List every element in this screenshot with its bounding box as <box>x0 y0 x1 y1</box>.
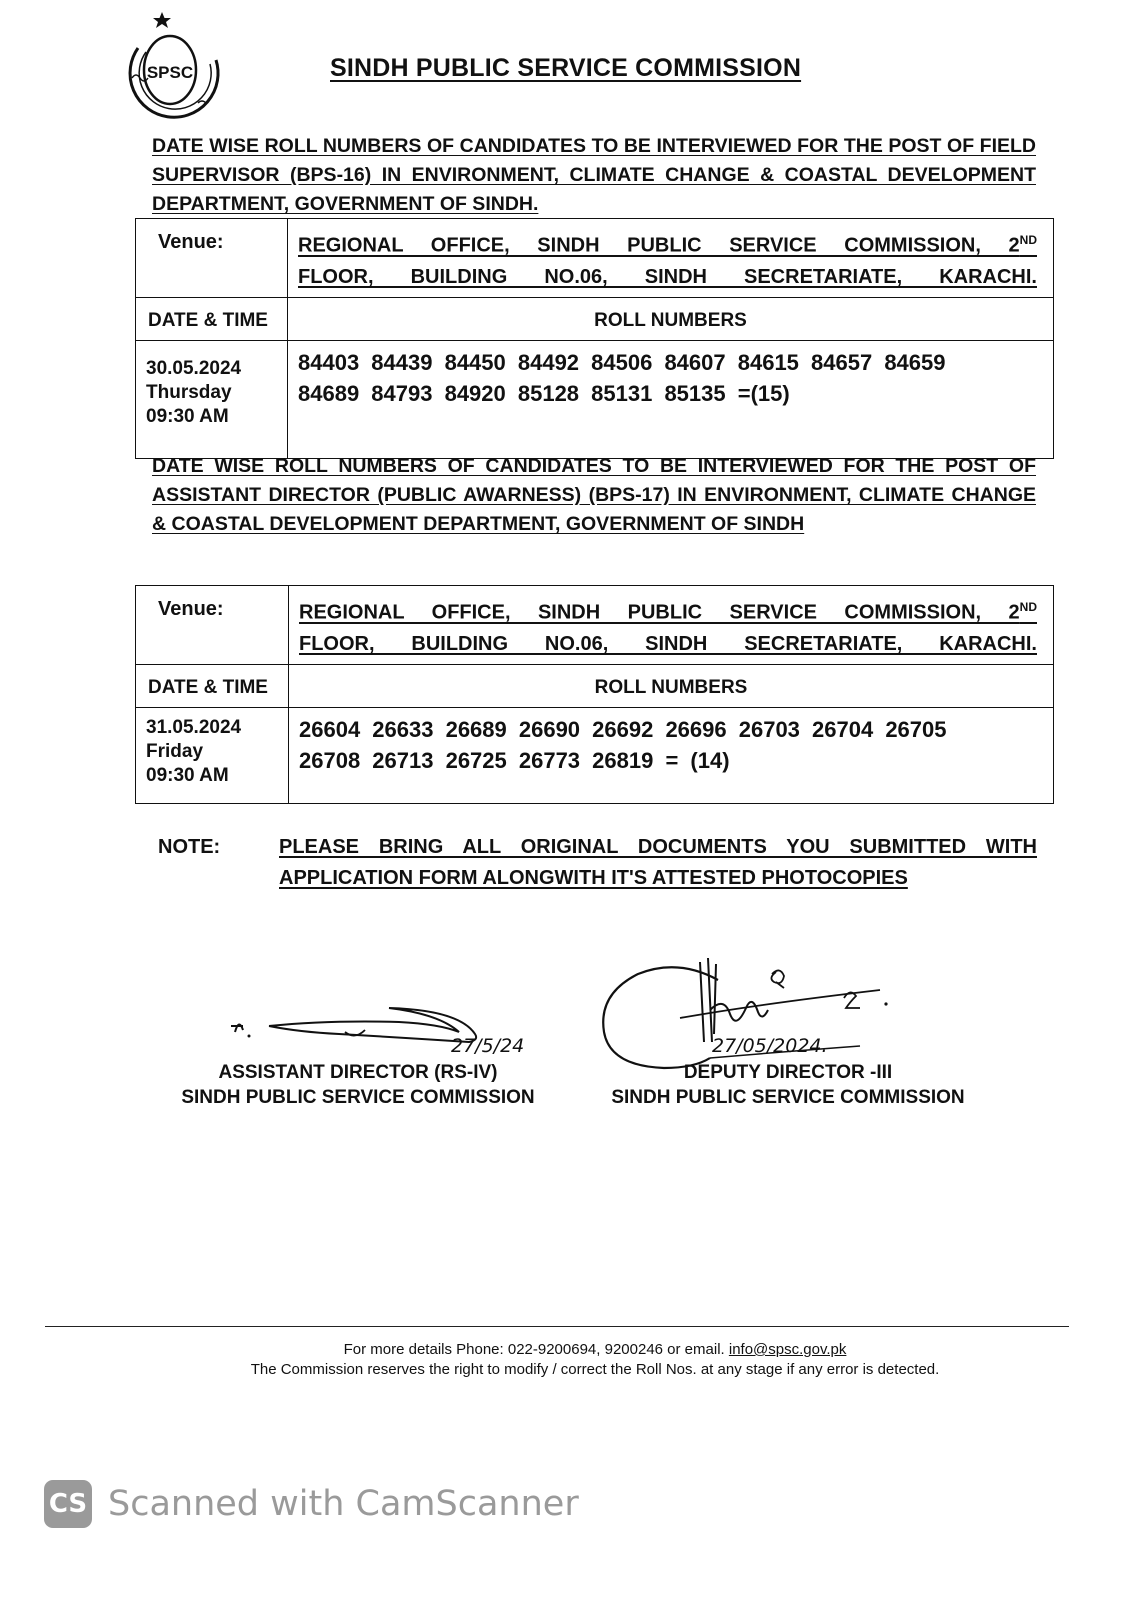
schedule-table-assistant-director <box>135 585 1054 804</box>
interview-date: 30.05.2024 <box>146 357 242 379</box>
column-header-rolls: ROLL NUMBERS <box>288 297 1054 340</box>
schedule-table-field-supervisor <box>135 218 1054 459</box>
venue-ordinal: ND <box>1019 233 1037 247</box>
signatory-right-title: DEPUTY DIRECTOR -III <box>683 1062 893 1083</box>
column-header-date: DATE & TIME <box>136 664 289 707</box>
signature-left <box>225 988 555 1058</box>
roll-numbers-cell <box>289 707 1054 803</box>
date-time-cell <box>136 707 289 803</box>
signatory-left-org: SINDH PUBLIC SERVICE COMMISSION <box>181 1087 535 1108</box>
roll-numbers-cell <box>288 340 1054 458</box>
interview-date: 31.05.2024 <box>146 716 242 738</box>
roll-numbers-line: 26708 26713 26725 26773 26819 = (14) <box>299 747 730 773</box>
roll-numbers-line: 26604 26633 26689 26690 26692 26696 26703 26704 26705 <box>299 716 947 742</box>
column-header-date: DATE & TIME <box>136 297 288 340</box>
signatory-right-org: SINDH PUBLIC SERVICE COMMISSION <box>611 1087 965 1108</box>
signatory-right <box>590 1060 986 1110</box>
footer-contact-text: For more details Phone: 022-9200694, 9200246 or email. <box>343 1341 725 1358</box>
logo-text: SPSC <box>146 63 194 82</box>
interview-day: Thursday <box>146 381 232 403</box>
section-heading-field-supervisor: DATE WISE ROLL NUMBERS OF CANDIDATES TO BE INTERVIEWED FOR THE POST OF FIELD SUPERVISOR (BPS-16) IN ENVIRONMENT, CLIMATE CHANGE & COASTAL DEVELOPMENT DEPARTMENT, GOVERNMENT OF SINDH. <box>152 135 1036 215</box>
venue-line-2: FLOOR, BUILDING NO.06, SINDH SECRETARIATE, KARACHI. <box>299 632 1037 655</box>
interview-time: 09:30 AM <box>146 764 229 786</box>
footer-disclaimer: The Commission reserves the right to modify / correct the Roll Nos. at any stage if any error is detected. <box>250 1361 940 1378</box>
date-time-cell <box>136 340 288 458</box>
venue-address <box>288 219 1054 298</box>
interview-time: 09:30 AM <box>146 405 229 427</box>
venue-address <box>289 586 1054 665</box>
column-header-rolls: ROLL NUMBERS <box>289 664 1054 707</box>
note-label: NOTE: <box>158 836 221 858</box>
note-text: PLEASE BRING ALL ORIGINAL DOCUMENTS YOU SUBMITTED WITH APPLICATION FORM ALONGWITH IT'S ATTESTED PHOTOCOPIES <box>279 836 1037 889</box>
roll-numbers-line: 84403 84439 84450 84492 84506 84607 84615 84657 84659 <box>298 349 946 375</box>
signature-left-date: 27/5/24 <box>451 1035 525 1057</box>
footer-divider <box>45 1326 1069 1327</box>
footer-email-link[interactable]: info@spsc.gov.pk <box>728 1341 847 1358</box>
signatory-left <box>160 1060 556 1110</box>
venue-line-1: REGIONAL OFFICE, SINDH PUBLIC SERVICE COMMISSION, 2 <box>299 601 1020 624</box>
interview-day: Friday <box>146 740 204 762</box>
venue-line-1: REGIONAL OFFICE, SINDH PUBLIC SERVICE COMMISSION, 2 <box>298 234 1020 257</box>
section-heading-assistant-director: DATE WISE ROLL NUMBERS OF CANDIDATES TO BE INTERVIEWED FOR THE POST OF ASSISTANT DIRECTOR (PUBLIC AWARNESS) (BPS-17) IN ENVIRONMENT, CLIMATE CHANGE & COASTAL DEVELOPMENT DEPARTMENT, GOVERNMENT OF SINDH <box>152 455 1036 535</box>
footer-contact <box>150 1341 1040 1358</box>
signature-right-date: 27/05/2024. <box>712 1035 828 1057</box>
camscanner-text: Scanned with CamScanner <box>108 1484 579 1524</box>
venue-label: Venue: <box>136 586 289 665</box>
venue-ordinal: ND <box>1019 600 1037 614</box>
venue-label: Venue: <box>136 219 288 298</box>
camscanner-icon: CS <box>44 1480 92 1528</box>
spsc-logo <box>118 8 228 138</box>
venue-line-2: FLOOR, BUILDING NO.06, SINDH SECRETARIATE, KARACHI. <box>298 265 1037 288</box>
roll-numbers-line: 84689 84793 84920 85128 85131 85135 =(15) <box>298 380 790 406</box>
signatory-left-title: ASSISTANT DIRECTOR (RS-IV) <box>218 1062 498 1083</box>
signature-right <box>600 952 900 1072</box>
page-title: SINDH PUBLIC SERVICE COMMISSION <box>330 54 802 82</box>
